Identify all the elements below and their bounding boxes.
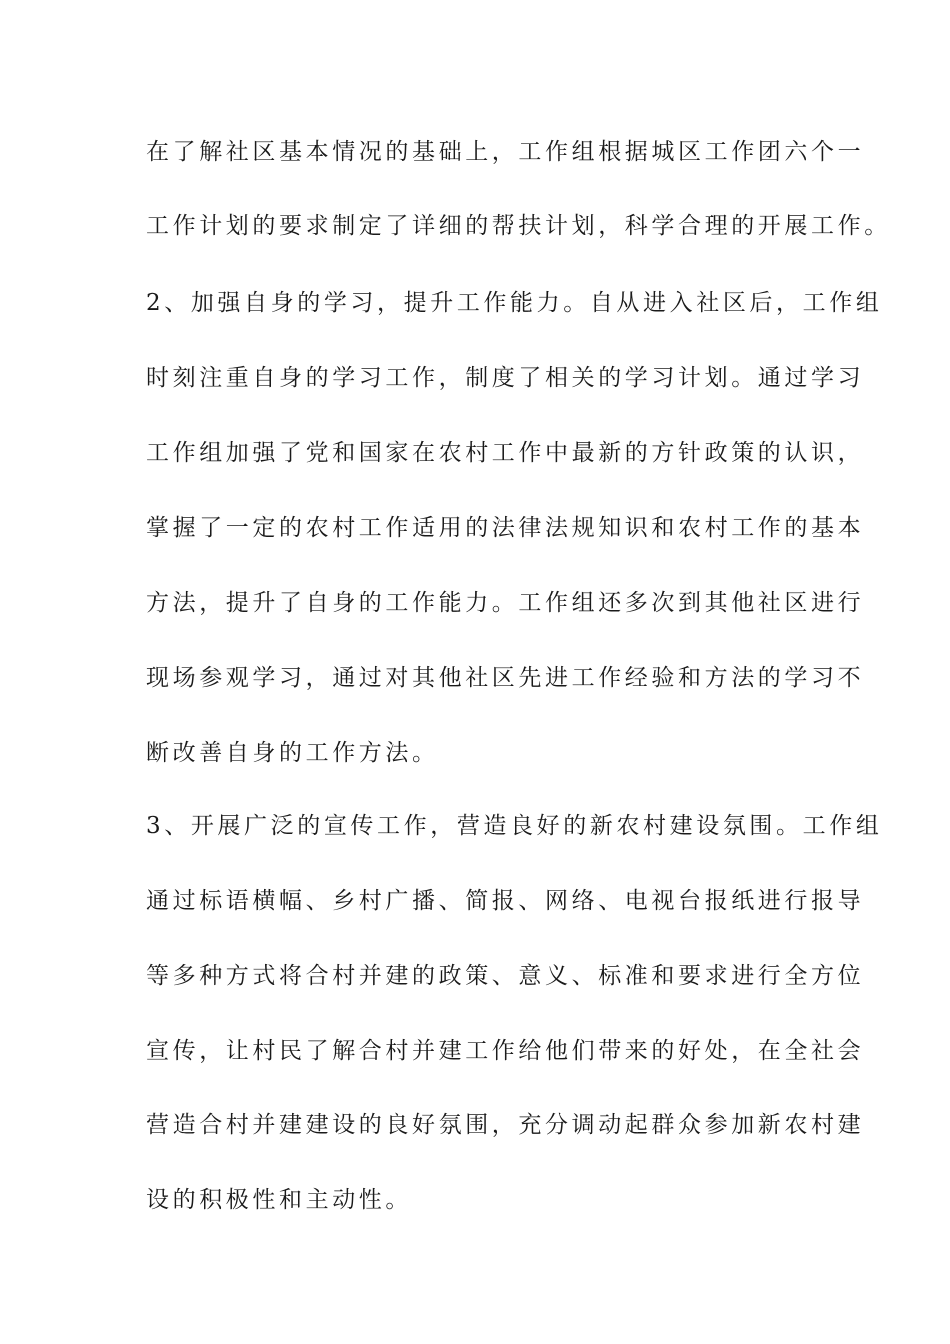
text-line: 设的积极性和主动性。 <box>146 1187 412 1213</box>
text-line: 3、开展广泛的宣传工作，营造良好的新农村建设氛围。工作组 <box>146 813 883 839</box>
text-line: 宣传，让村民了解合村并建工作给他们带来的好处，在全社会 <box>146 1038 865 1064</box>
text-line: 时刻注重自身的学习工作，制度了相关的学习计划。通过学习 <box>146 365 865 391</box>
text-line: 通过标语横幅、乡村广播、简报、网络、电视台报纸进行报导 <box>146 888 865 914</box>
text-line: 在了解社区基本情况的基础上，工作组根据城区工作团六个一 <box>146 139 865 165</box>
text-line: 现场参观学习，通过对其他社区先进工作经验和方法的学习不 <box>146 665 865 691</box>
text-line: 2、加强自身的学习，提升工作能力。自从进入社区后，工作组 <box>146 290 883 316</box>
text-line: 掌握了一定的农村工作适用的法律法规知识和农村工作的基本 <box>146 515 865 541</box>
text-line: 方法，提升了自身的工作能力。工作组还多次到其他社区进行 <box>146 590 865 616</box>
text-line: 营造合村并建建设的良好氛围，充分调动起群众参加新农村建 <box>146 1112 865 1138</box>
text-line: 工作组加强了党和国家在农村工作中最新的方针政策的认识， <box>146 440 865 466</box>
text-line: 等多种方式将合村并建的政策、意义、标准和要求进行全方位 <box>146 963 865 989</box>
text-line: 工作计划的要求制定了详细的帮扶计划，科学合理的开展工作。 <box>146 213 891 239</box>
text-line: 断改善自身的工作方法。 <box>146 740 439 766</box>
